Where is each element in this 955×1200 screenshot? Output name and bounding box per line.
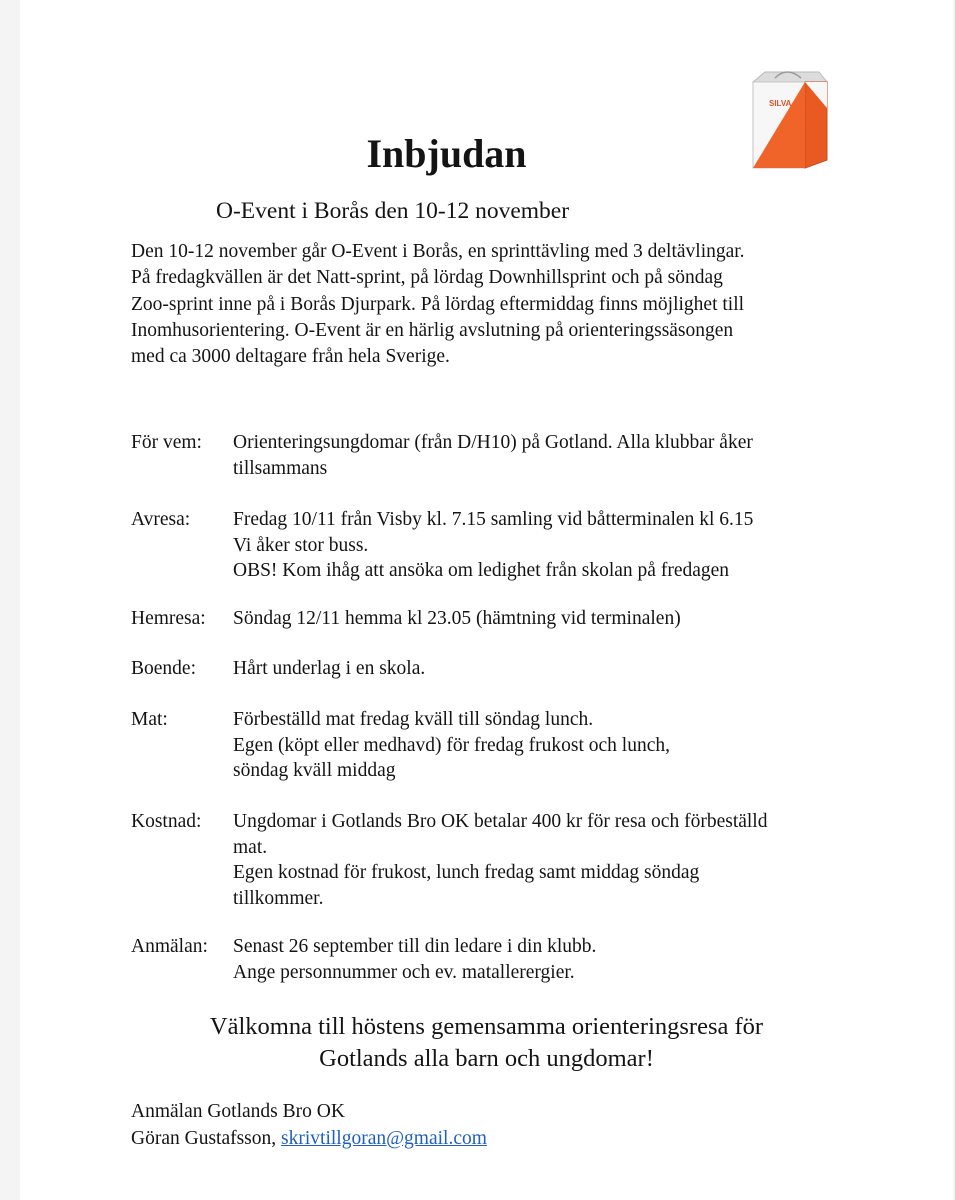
info-line: Fredag 10/11 från Visby kl. 7.15 samling vid båtterminalen kl 6.15 <box>233 509 754 530</box>
info-line: Vi åker stor buss. <box>233 534 369 556</box>
contact-email-link[interactable]: skrivtillgoran@gmail.com <box>281 1127 487 1149</box>
info-value <box>233 934 596 985</box>
intro-line: På fredagkvällen är det Natt-sprint, på lördag Downhillsprint och på söndag <box>131 267 723 289</box>
info-value <box>233 606 681 632</box>
info-line: Förbeställd mat fredag kväll till söndag lunch. <box>233 709 594 730</box>
info-line: tillsammans <box>233 457 328 479</box>
info-value <box>233 809 767 911</box>
info-label: Mat: <box>131 709 168 730</box>
info-value <box>233 430 753 481</box>
info-line: Hårt underlag i en skola. <box>233 658 426 679</box>
intro-line: Inomhusorientering. O-Event är en härlig avslutning på orienteringssäsongen <box>131 319 734 341</box>
closing-line: Gotlands alla barn och ungdomar! <box>319 1045 654 1072</box>
closing-line: Välkomna till höstens gemensamma orienteringsresa för <box>209 1013 764 1040</box>
flag-brand-text: SILVA <box>769 99 792 108</box>
info-line: söndag kväll middag <box>233 760 396 781</box>
contact-person-line <box>131 1126 487 1153</box>
info-line: Senast 26 september till din ledare i din klubb. <box>233 936 597 957</box>
intro-line: Zoo-sprint inne på i Borås Djurpark. På lördag eftermiddag finns möjlighet till <box>131 293 745 315</box>
info-line: Egen (köpt eller medhavd) för fredag frukost och lunch, <box>233 734 670 756</box>
info-value <box>233 656 425 682</box>
info-line: Orienteringsungdomar (från D/H10) på Gotland. Alla klubbar åker <box>233 432 753 453</box>
intro-paragraph <box>131 239 745 370</box>
page-title: Inbjudan <box>366 131 527 176</box>
info-value <box>233 507 753 584</box>
info-line: Egen kostnad för frukost, lunch fredag samt middag söndag <box>233 862 700 883</box>
info-label: Anmälan: <box>131 936 208 957</box>
info-label: Boende: <box>131 658 196 679</box>
info-value <box>233 707 670 784</box>
contact-name: Göran Gustafsson, <box>131 1127 282 1149</box>
info-label: Avresa: <box>131 509 191 530</box>
event-subtitle: O-Event i Borås den 10-12 november <box>216 198 570 224</box>
intro-line: Den 10-12 november går O-Event i Borås, en sprinttävling med 3 deltävlingar. <box>131 241 745 262</box>
info-line: tillkommer. <box>233 887 324 909</box>
contact-block <box>131 1099 487 1152</box>
info-line: Ange personnummer och ev. matallerergier. <box>233 961 575 983</box>
info-line: Ungdomar i Gotlands Bro OK betalar 400 kr för resa och förbeställd <box>233 811 768 832</box>
contact-organization: Anmälan Gotlands Bro OK <box>131 1101 345 1122</box>
info-label: Hemresa: <box>131 608 206 629</box>
closing-message <box>20 1011 953 1075</box>
document-page <box>20 0 953 1200</box>
info-line: Söndag 12/11 hemma kl 23.05 (hämtning vid terminalen) <box>233 608 681 629</box>
info-line: mat. <box>233 836 268 858</box>
info-label: Kostnad: <box>131 811 202 832</box>
info-label: För vem: <box>131 432 202 453</box>
intro-line: med ca 3000 deltagare från hela Sverige. <box>131 346 450 368</box>
info-line: OBS! Kom ihåg att ansöka om ledighet från skolan på fredagen <box>233 560 730 581</box>
